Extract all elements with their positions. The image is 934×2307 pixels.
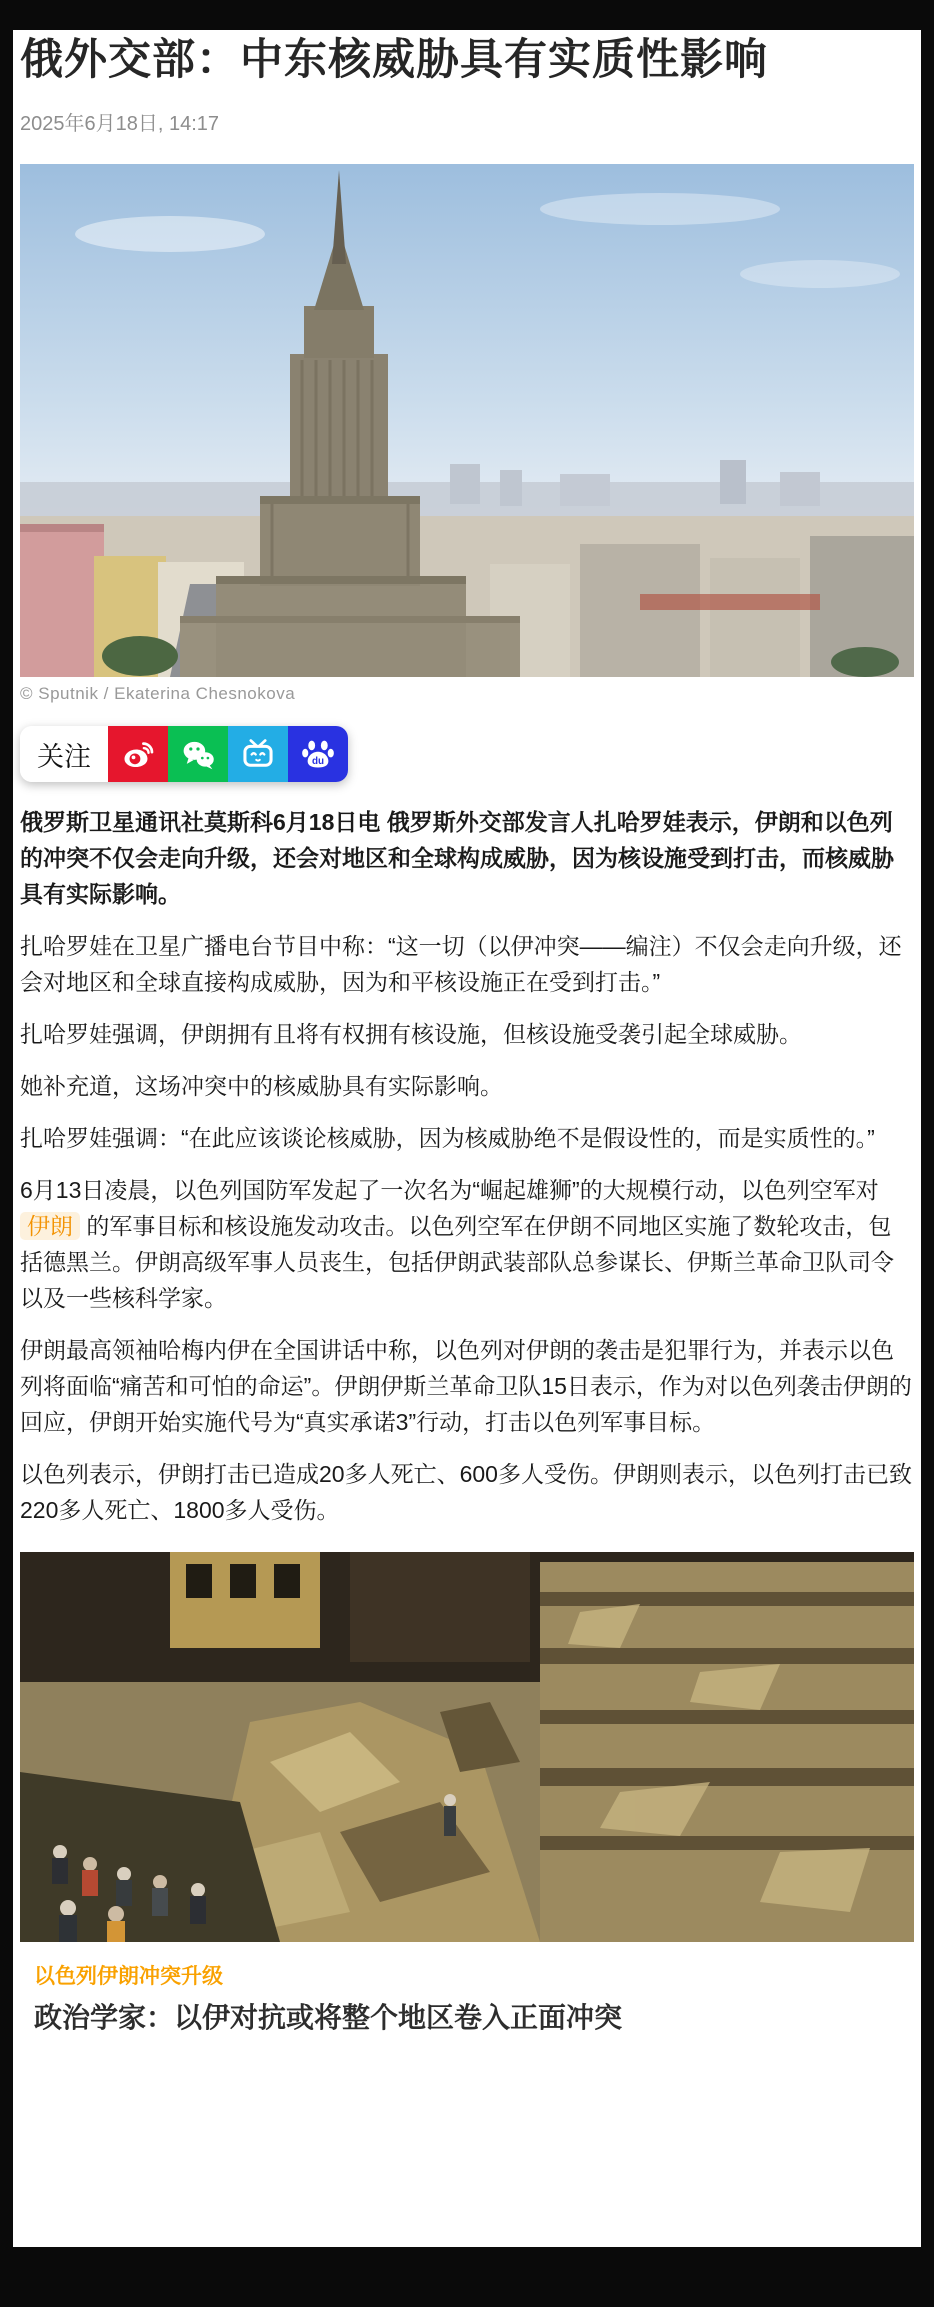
- related-text-block: [20, 1942, 914, 2042]
- paragraph-quote-radio: 扎哈罗娃在卫星广播电台节目中称：“这一切（以伊冲突——编注）不仅会走向升级，还会对地区和全球直接构成威胁，因为和平核设施正在受到打击。”: [20, 933, 902, 995]
- baidu-share-button[interactable]: [288, 726, 348, 782]
- related-image[interactable]: [20, 1552, 914, 1942]
- bilibili-icon: [240, 736, 276, 772]
- article-title: 俄外交部：中东核威胁具有实质性影响: [20, 36, 768, 84]
- paragraph-operation: [20, 1172, 914, 1316]
- image-credit: © Sputnik / Ekaterina Chesnokova: [20, 684, 296, 703]
- share-bar: [20, 726, 348, 782]
- follow-button[interactable]: 关注: [20, 726, 108, 782]
- wechat-icon: [180, 736, 216, 772]
- page-background: [0, 30, 934, 2307]
- paragraph-real-impact: 她补充道，这场冲突中的核威胁具有实际影响。: [20, 1073, 503, 1099]
- paragraph-casualties: 以色列表示，伊朗打击已造成20多人死亡、600多人受伤。伊朗则表示，以色列打击已致220多人死亡、1800多人受伤。: [20, 1461, 912, 1523]
- svg-text:du: du: [311, 755, 325, 767]
- related-category-link[interactable]: 以色列伊朗冲突升级: [34, 1965, 223, 1988]
- weibo-icon: [120, 736, 156, 772]
- bilibili-share-button[interactable]: [228, 726, 288, 782]
- destroyed-building-photo: [20, 1552, 914, 1942]
- ministry-building-photo: [20, 164, 914, 677]
- publish-date: 2025年6月18日, 14:17: [20, 113, 220, 135]
- wechat-share-button[interactable]: [168, 726, 228, 782]
- baidu-icon: [300, 736, 336, 772]
- paragraph-khamenei: 伊朗最高领袖哈梅内伊在全国讲话中称，以色列对伊朗的袭击是犯罪行为，并表示以色列将面临“痛苦和可怕的命运”。伊朗伊斯兰革命卫队15日表示，作为对以色列袭击伊朗的回应，伊朗开始实施代号为“真实承诺3”行动，打击以色列军事目标。: [20, 1337, 912, 1435]
- related-article-card[interactable]: [20, 1552, 914, 2042]
- paragraph-operation-before: 6月13日凌晨，以色列国防军发起了一次名为“崛起雄狮”的大规模行动，以色列空军对: [20, 1177, 879, 1203]
- article-page: [13, 30, 921, 2247]
- weibo-share-button[interactable]: [108, 726, 168, 782]
- lead-paragraph: 俄罗斯卫星通讯社莫斯科6月18日电 俄罗斯外交部发言人扎哈罗娃表示，伊朗和以色列的冲突不仅会走向升级，还会对地区和全球构成威胁，因为核设施受到打击，而核威胁具有实际影响。: [20, 809, 894, 907]
- paragraph-substantive: 扎哈罗娃强调：“在此应该谈论核威胁，因为核威胁绝不是假设性的，而是实质性的。”: [20, 1125, 875, 1151]
- paragraph-operation-after: 的军事目标和核设施发动攻击。以色列空军在伊朗不同地区实施了数轮攻击，包括德黑兰。伊朗高级军事人员丧生，包括伊朗武装部队总参谋长、伊斯兰革命卫队司令以及一些核科学家。: [20, 1213, 894, 1311]
- main-image[interactable]: [20, 164, 914, 677]
- paragraph-nuclear-facilities: 扎哈罗娃强调，伊朗拥有且将有权拥有核设施，但核设施受袭引起全球威胁。: [20, 1021, 802, 1047]
- related-headline[interactable]: 政治学家：以伊对抗或将整个地区卷入正面冲突: [34, 2002, 623, 2033]
- iran-topic-link[interactable]: 伊朗: [20, 1212, 80, 1240]
- article-body: [20, 804, 914, 1528]
